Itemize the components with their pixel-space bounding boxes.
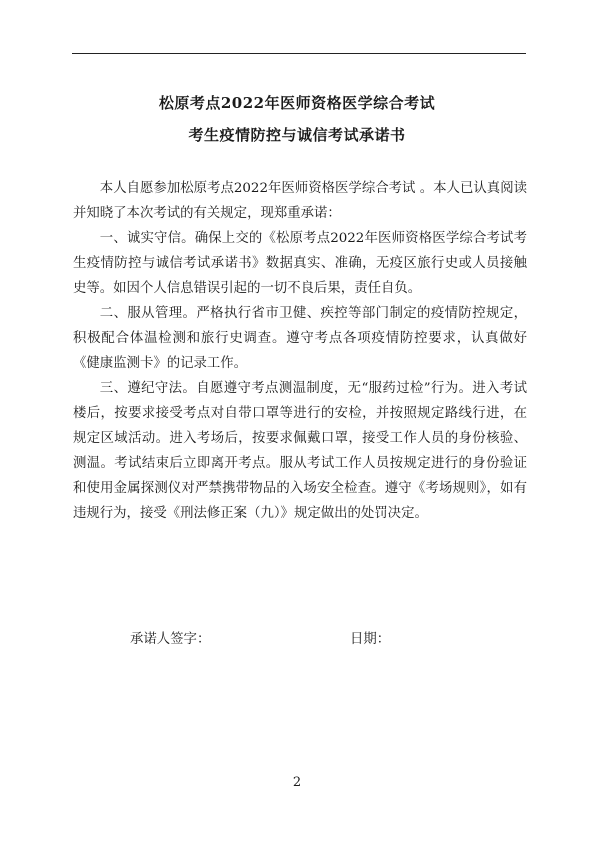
paragraph-intro: 本人自愿参加松原考点2022年医师资格医学综合考试 。本人已认真阅读并知晓了本次考试的有关规定，现郑重承诺： xyxy=(73,181,527,221)
document-body xyxy=(73,176,527,526)
signature-label: 承诺人签字： xyxy=(130,632,211,647)
paragraph-discipline: 三、遵纪守法。自愿遵守考点测温制度，无“服药过检”行为。进入考试楼后，按要求接受考点对自带口罩等进行的安检，并按照规定路线行进，在规定区域活动。进入考场后，按要求佩戴口罩，接受工作人员的身份核验、测温。考试结束后立即离开考点。服从考试工作人员按规定进行的身份验证和使用金属探测仪对严禁携带物品的入场安全检查。遵守《考场规则》，如有违规行为，接受《刑法修正案（九）》规定做出的处罚决定。 xyxy=(73,381,527,521)
document-subtitle: 考生疫情防控与诚信考试承诺书 xyxy=(188,126,406,144)
paragraph-honesty: 一、诚实守信。确保上交的《松原考点2022年医师资格医学综合考试考生疫情防控与诚信考试承诺书》数据真实、准确，无疫区旅行史或人员接触史等。如因个人信息错误引起的一切不良后果，责任自负。 xyxy=(73,231,527,296)
page-number: 2 xyxy=(292,775,302,790)
date-label: 日期： xyxy=(350,632,391,647)
document-title: 松原考点2022年医师资格医学综合考试 xyxy=(158,94,436,112)
paragraph-compliance: 二、服从管理。严格执行省市卫健、疾控等部门制定的疫情防控规定，积极配合体温检测和旅行史调查。遵守考点各项疫情防控要求，认真做好《健康监测卡》的记录工作。 xyxy=(73,306,527,371)
header-rule xyxy=(72,53,526,54)
